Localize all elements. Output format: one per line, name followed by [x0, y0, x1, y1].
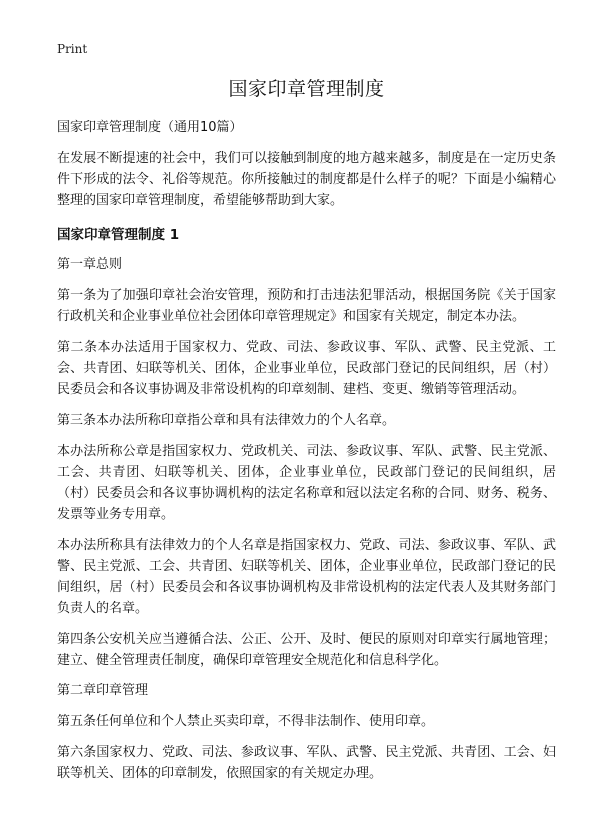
- article-5: 第五条任何单位和个人禁止买卖印章，不得非法制作、使用印章。: [57, 714, 435, 729]
- article-3: 第三条本办法所称印章指公章和具有法律效力的个人名章。: [57, 413, 396, 428]
- chapter-2-heading: 第二章印章管理: [57, 683, 149, 698]
- article-3-personal-seal: 本办法所称具有法律效力的个人名章是指国家权力、党政、司法、参政议事、军队、武警、民主党派、工会、共青团、妇联等机关、团体，企业事业单位，民政部门登记的民间组织，居（村）民委员会和各议事协调机构及非常设机构的法定代表人及其财务部门负责人的名章。: [57, 538, 556, 616]
- article-2: 第二条本办法适用于国家权力、党政、司法、参政议事、军队、武警、民主党派、工会、共青团、妇联等机关、团体，企业事业单位，民政部门登记的民间组织，居（村）民委员会和各议事协调及非常设机构的印章刻制、建档、变更、缴销等管理活动。: [57, 340, 556, 397]
- article-6: 第六条国家权力、党政、司法、参政议事、军队、武警、民主党派、共青团、工会、妇联等机关、团体的印章制发，依照国家的有关规定办理。: [57, 745, 556, 781]
- section-heading: 国家印章管理制度 1: [57, 227, 180, 243]
- print-link[interactable]: Print: [57, 42, 88, 56]
- document-title: 国家印章管理制度: [228, 78, 385, 100]
- article-3-official-seal: 本办法所称公章是指国家权力、党政机关、司法、参政议事、军队、武警、民主党派、工会、共青团、妇联等机关、团体，企业事业单位，民政部门登记的民间组织，居（村）民委员会和各议事协调机构的法定名称章和冠以法定名称的合同、财务、税务、发票等业务专用章。: [57, 444, 556, 522]
- intro-paragraph: 在发展不断提速的社会中，我们可以接触到制度的地方越来越多，制度是在一定历史条件下形成的法令、礼俗等规范。你所接触过的制度都是什么样子的呢？下面是小编精心整理的国家印章管理制度，希望能够帮助到大家。: [57, 151, 556, 208]
- article-4: 第四条公安机关应当遵循合法、公正、公开、及时、便民的原则对印章实行属地管理；建立、健全管理责任制度，确保印章管理安全规范化和信息科学化。: [57, 632, 556, 668]
- article-1: 第一条为了加强印章社会治安管理，预防和打击违法犯罪活动，根据国务院《关于国家行政机关和企业事业单位社会团体印章管理规定》和国家有关规定，制定本办法。: [57, 288, 556, 324]
- document-subtitle: 国家印章管理制度（通用10篇）: [57, 120, 243, 135]
- chapter-1-heading: 第一章总则: [57, 257, 123, 272]
